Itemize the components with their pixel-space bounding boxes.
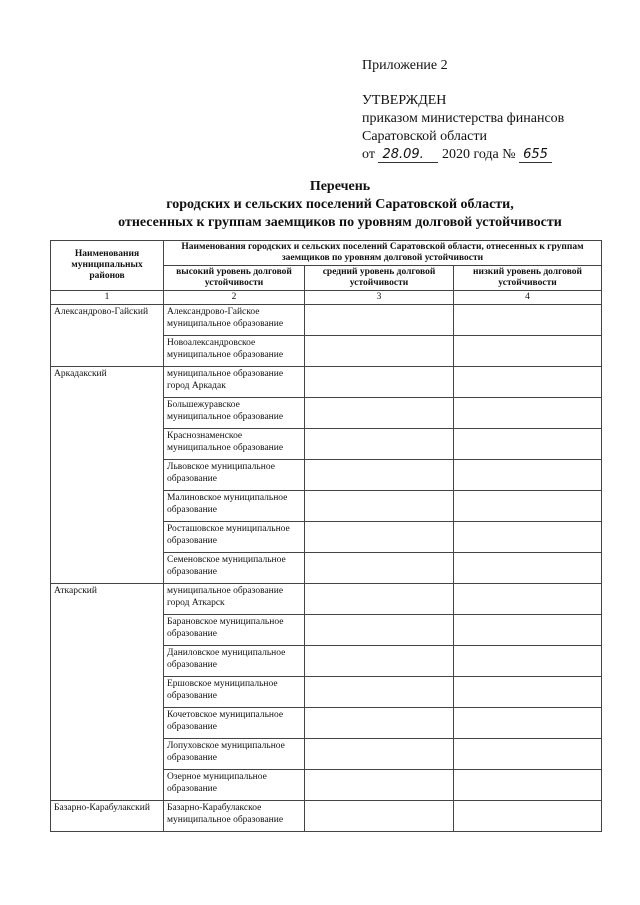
low-level-cell bbox=[454, 646, 602, 677]
settlement-name: Лопуховское муниципальное образование bbox=[164, 739, 305, 770]
order-line-1: приказом министерства финансов bbox=[362, 111, 565, 126]
table-row bbox=[51, 801, 602, 832]
district-name: Базарно-Карабулакский bbox=[51, 801, 164, 832]
low-level-cell bbox=[454, 584, 602, 615]
col-number: 1 bbox=[51, 291, 164, 305]
medium-level-cell bbox=[305, 615, 454, 646]
medium-level-cell bbox=[305, 770, 454, 801]
district-name: Аркадакский bbox=[51, 367, 164, 584]
medium-level-cell bbox=[305, 677, 454, 708]
col-number: 2 bbox=[164, 291, 305, 305]
low-level-cell bbox=[454, 708, 602, 739]
low-level-cell bbox=[454, 305, 602, 336]
medium-level-cell bbox=[305, 398, 454, 429]
medium-level-cell bbox=[305, 584, 454, 615]
settlement-name: Малиновское муниципальное образование bbox=[164, 491, 305, 522]
col-district-header: Наименования муниципальных районов bbox=[51, 241, 164, 291]
settlement-name: Росташовское муниципальное образование bbox=[164, 522, 305, 553]
settlement-name: Барановское муниципальное образование bbox=[164, 615, 305, 646]
medium-level-cell bbox=[305, 491, 454, 522]
col-number: 4 bbox=[454, 291, 602, 305]
settlement-name: Большежуравское муниципальное образование bbox=[164, 398, 305, 429]
medium-level-cell bbox=[305, 367, 454, 398]
settlement-name: Новоалександровское муниципальное образование bbox=[164, 336, 305, 367]
medium-level-cell bbox=[305, 646, 454, 677]
medium-level-cell bbox=[305, 801, 454, 832]
district-name: Аткарский bbox=[51, 584, 164, 801]
settlement-name: Львовское муниципальное образование bbox=[164, 460, 305, 491]
settlement-name: Озерное муниципальное образование bbox=[164, 770, 305, 801]
medium-level-cell bbox=[305, 739, 454, 770]
medium-level-cell bbox=[305, 708, 454, 739]
settlement-name: Даниловское муниципальное образование bbox=[164, 646, 305, 677]
table-body bbox=[51, 305, 602, 832]
table-row bbox=[51, 584, 602, 615]
document-title bbox=[40, 178, 640, 232]
low-level-cell bbox=[454, 367, 602, 398]
appendix-label: Приложение 2 bbox=[362, 58, 448, 73]
title-line-2: городских и сельских поселений Саратовской области, bbox=[166, 197, 514, 212]
low-level-cell bbox=[454, 491, 602, 522]
low-level-cell bbox=[454, 801, 602, 832]
low-level-cell bbox=[454, 460, 602, 491]
medium-level-cell bbox=[305, 336, 454, 367]
medium-level-cell bbox=[305, 553, 454, 584]
settlement-name: Александрово-Гайское муниципальное образование bbox=[164, 305, 305, 336]
low-level-cell bbox=[454, 398, 602, 429]
order-date-line bbox=[362, 146, 564, 164]
low-level-cell bbox=[454, 429, 602, 460]
low-level-cell bbox=[454, 615, 602, 646]
title-line-3: отнесенных к группам заемщиков по уровням долговой устойчивости bbox=[118, 215, 562, 230]
settlement-name: Базарно-Карабулакское муниципальное образование bbox=[164, 801, 305, 832]
low-level-cell bbox=[454, 522, 602, 553]
settlement-name: муниципальное образование город Аркадак bbox=[164, 367, 305, 398]
settlement-name: Семеновское муниципальное образование bbox=[164, 553, 305, 584]
borrowers-table bbox=[50, 240, 602, 832]
col-medium-header: средний уровень долговой устойчивости bbox=[305, 266, 454, 291]
approval-block bbox=[362, 92, 564, 164]
col-high-header: высокий уровень долговой устойчивости bbox=[164, 266, 305, 291]
from-prefix: от bbox=[362, 147, 375, 162]
settlement-name: Ершовское муниципальное образование bbox=[164, 677, 305, 708]
low-level-cell bbox=[454, 553, 602, 584]
medium-level-cell bbox=[305, 522, 454, 553]
title-line-1: Перечень bbox=[309, 179, 371, 194]
approved-heading: УТВЕРЖДЕН bbox=[362, 93, 447, 108]
district-name: Александрово-Гайский bbox=[51, 305, 164, 367]
table-row bbox=[51, 367, 602, 398]
low-level-cell bbox=[454, 336, 602, 367]
year-text: 2020 года bbox=[441, 147, 499, 162]
medium-level-cell bbox=[305, 305, 454, 336]
low-level-cell bbox=[454, 677, 602, 708]
settlement-name: муниципальное образование город Аткарск bbox=[164, 584, 305, 615]
handwritten-date: 28.09. bbox=[378, 148, 438, 163]
medium-level-cell bbox=[305, 460, 454, 491]
low-level-cell bbox=[454, 770, 602, 801]
table-row bbox=[51, 305, 602, 336]
low-level-cell bbox=[454, 739, 602, 770]
medium-level-cell bbox=[305, 429, 454, 460]
order-line-2: Саратовской области bbox=[362, 129, 487, 144]
col-low-header: низкий уровень долговой устойчивости bbox=[454, 266, 602, 291]
number-prefix: № bbox=[502, 147, 516, 162]
settlement-name: Краснознаменское муниципальное образование bbox=[164, 429, 305, 460]
group-header: Наименования городских и сельских поселений Саратовской области, отнесенных к группам заемщиков по уровням долговой устойчивости bbox=[164, 241, 602, 266]
settlement-name: Кочетовское муниципальное образование bbox=[164, 708, 305, 739]
col-number: 3 bbox=[305, 291, 454, 305]
handwritten-number: 655 bbox=[519, 148, 552, 163]
